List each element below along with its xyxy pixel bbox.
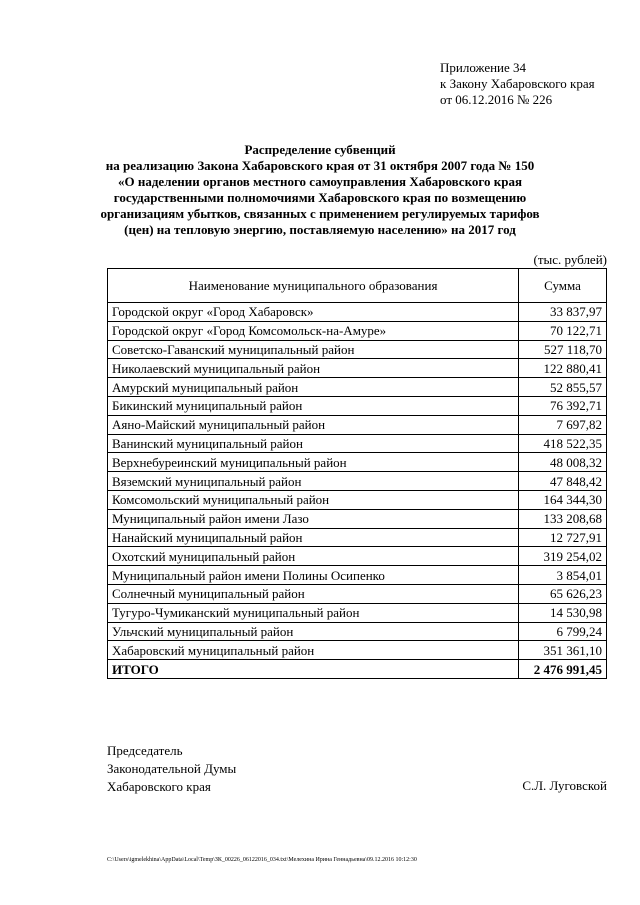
table-row bbox=[108, 528, 607, 547]
title-line: (цен) на тепловую энергию, поставляемую населению» на 2017 год bbox=[124, 222, 516, 237]
amount: 6 799,24 bbox=[519, 622, 607, 641]
municipality-name: Муниципальный район имени Лазо bbox=[108, 509, 519, 528]
signature-org: Законодательной Думы bbox=[107, 761, 237, 776]
amount: 33 837,97 bbox=[519, 303, 607, 322]
table-header-row bbox=[108, 269, 607, 303]
municipality-name: Аяно-Майский муниципальный район bbox=[108, 415, 519, 434]
signature-block bbox=[107, 742, 236, 796]
signer-name: С.Л. Луговской bbox=[522, 778, 607, 793]
municipality-name: Верхнебуреинский муниципальный район bbox=[108, 453, 519, 472]
municipality-name: Хабаровский муниципальный район bbox=[108, 641, 519, 660]
signature-region: Хабаровского края bbox=[107, 779, 211, 794]
table-row bbox=[108, 566, 607, 585]
amount: 351 361,10 bbox=[519, 641, 607, 660]
total-label: ИТОГО bbox=[108, 660, 519, 679]
header-name: Наименование муниципального образования bbox=[108, 269, 519, 303]
amount: 65 626,23 bbox=[519, 584, 607, 603]
amount: 52 855,57 bbox=[519, 378, 607, 397]
title-line: государственными полномочиями Хабаровского края по возмещению bbox=[113, 190, 527, 205]
municipality-name: Амурский муниципальный район bbox=[108, 378, 519, 397]
table-row bbox=[108, 547, 607, 566]
table-row bbox=[108, 622, 607, 641]
appendix-date: от 06.12.2016 № 226 bbox=[440, 92, 553, 107]
municipality-name: Городской округ «Город Комсомольск-на-Амуре» bbox=[108, 321, 519, 340]
table-row bbox=[108, 584, 607, 603]
amount: 14 530,98 bbox=[519, 603, 607, 622]
municipality-name: Тугуро-Чумиканский муниципальный район bbox=[108, 603, 519, 622]
title-line: на реализацию Закона Хабаровского края от 31 октября 2007 года № 150 bbox=[105, 158, 535, 173]
municipality-name: Нанайский муниципальный район bbox=[108, 528, 519, 547]
table-row bbox=[108, 490, 607, 509]
table-row bbox=[108, 396, 607, 415]
file-path-footer: C:\Users\igmelekhina\AppData\Local\Temp\ЗК_00226_06122016_034.txt\Мелехина Ирина Геннадьевна\09.12.2016 10:12:30 bbox=[107, 857, 417, 863]
table-row bbox=[108, 434, 607, 453]
amount: 48 008,32 bbox=[519, 453, 607, 472]
amount: 122 880,41 bbox=[519, 359, 607, 378]
amount: 133 208,68 bbox=[519, 509, 607, 528]
municipality-name: Советско-Гаванский муниципальный район bbox=[108, 340, 519, 359]
municipality-name: Ванинский муниципальный район bbox=[108, 434, 519, 453]
table-row bbox=[108, 603, 607, 622]
signature-position: Председатель bbox=[107, 743, 183, 758]
units-label: (тыс. рублей) bbox=[533, 252, 607, 267]
total-row bbox=[108, 660, 607, 679]
amount: 70 122,71 bbox=[519, 321, 607, 340]
title-line: Распределение субвенций bbox=[244, 142, 396, 157]
municipality-name: Комсомольский муниципальный район bbox=[108, 490, 519, 509]
appendix-number: Приложение 34 bbox=[440, 60, 527, 75]
municipality-name: Вяземский муниципальный район bbox=[108, 472, 519, 491]
amount: 3 854,01 bbox=[519, 566, 607, 585]
amount: 47 848,42 bbox=[519, 472, 607, 491]
municipality-name: Городской округ «Город Хабаровск» bbox=[108, 303, 519, 322]
table-row bbox=[108, 321, 607, 340]
table-row bbox=[108, 303, 607, 322]
amount: 527 118,70 bbox=[519, 340, 607, 359]
table-row bbox=[108, 509, 607, 528]
amount: 7 697,82 bbox=[519, 415, 607, 434]
amount: 418 522,35 bbox=[519, 434, 607, 453]
title-line: организациям убытков, связанных с применением регулируемых тарифов bbox=[100, 206, 540, 221]
subsidy-table bbox=[107, 268, 607, 679]
municipality-name: Николаевский муниципальный район bbox=[108, 359, 519, 378]
amount: 76 392,71 bbox=[519, 396, 607, 415]
amount: 164 344,30 bbox=[519, 490, 607, 509]
total-amount: 2 476 991,45 bbox=[519, 660, 607, 679]
appendix-header bbox=[440, 60, 595, 108]
municipality-name: Муниципальный район имени Полины Осипенко bbox=[108, 566, 519, 585]
appendix-law: к Закону Хабаровского края bbox=[440, 76, 595, 91]
table-row bbox=[108, 453, 607, 472]
table-row bbox=[108, 415, 607, 434]
municipality-name: Охотский муниципальный район bbox=[108, 547, 519, 566]
municipality-name: Солнечный муниципальный район bbox=[108, 584, 519, 603]
municipality-name: Ульчский муниципальный район bbox=[108, 622, 519, 641]
table-row bbox=[108, 340, 607, 359]
municipality-name: Бикинский муниципальный район bbox=[108, 396, 519, 415]
amount: 12 727,91 bbox=[519, 528, 607, 547]
table-row bbox=[108, 641, 607, 660]
amount: 319 254,02 bbox=[519, 547, 607, 566]
table-row bbox=[108, 472, 607, 491]
document-title bbox=[60, 142, 580, 238]
table-row bbox=[108, 359, 607, 378]
table-row bbox=[108, 378, 607, 397]
title-line: «О наделении органов местного самоуправления Хабаровского края bbox=[118, 174, 522, 189]
header-sum: Сумма bbox=[519, 269, 607, 303]
